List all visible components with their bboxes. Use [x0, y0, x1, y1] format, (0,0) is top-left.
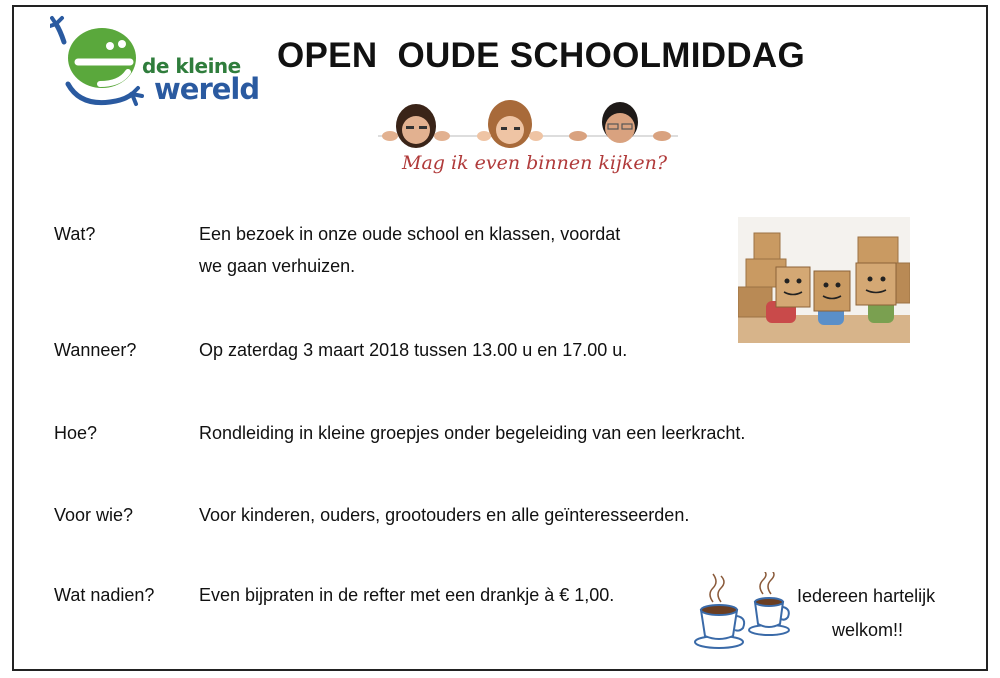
- kids-in-boxes-icon: [738, 217, 910, 343]
- coffee-cups-icon: [693, 572, 793, 652]
- school-logo: [50, 14, 260, 114]
- welcome-text-line2: welkom!!: [832, 620, 904, 640]
- row-value-line: we gaan verhuizen.: [199, 256, 356, 276]
- banner-caption: Mag ik even binnen kijken?: [402, 152, 668, 174]
- row-value: Rondleiding in kleine groepjes onder begeleiding van een leerkracht.: [199, 423, 746, 443]
- row-value: Even bijpraten in de refter met een drankje à € 1,00.: [199, 585, 615, 605]
- kids-in-boxes-photo: [738, 217, 910, 343]
- coffee-cups: [693, 572, 793, 652]
- row-label: Wat nadien?: [54, 585, 155, 605]
- row-label: Voor wie?: [54, 505, 134, 525]
- row-value-line: Een bezoek in onze oude school en klassen, voordat: [199, 224, 621, 244]
- row-label: Wanneer?: [54, 340, 137, 360]
- welcome-text-line1: Iedereen hartelijk: [797, 586, 936, 606]
- row-value: Op zaterdag 3 maart 2018 tussen 13.00 u en 17.00 u.: [199, 340, 628, 360]
- logo-text-line2: wereld: [154, 72, 260, 106]
- peeking-family-icon: [378, 90, 678, 150]
- poster-title: OPEN OUDE SCHOOLMIDDAG: [277, 36, 806, 75]
- logo-text-line1: de kleine: [142, 54, 241, 78]
- row-value: [199, 218, 620, 282]
- row-label: Hoe?: [54, 423, 98, 443]
- row-value: Voor kinderen, ouders, grootouders en alle geïnteresseerden.: [199, 505, 690, 525]
- row-label: Wat?: [54, 224, 96, 244]
- peeking-family-banner: [378, 90, 678, 185]
